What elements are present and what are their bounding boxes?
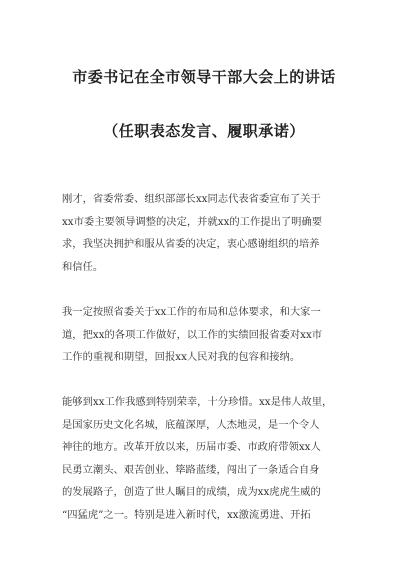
text-line: 是国家历史文化名城，底蕴深厚，人杰地灵，是一个令人 [62, 418, 320, 431]
paragraph-1 [62, 188, 354, 278]
text-line: xx市委主要领导调整的决定，并就xx的工作提出了明确要 [62, 215, 323, 228]
text-line: 神往的地方。改革开放以来，历届市委、市政府带领xx人 [62, 441, 321, 454]
text-line: 工作的重视和期望，回报xx人民对我的包容和接纳。 [62, 351, 301, 364]
document-subtitle: （任职表态发言、履职承诺） [103, 122, 305, 140]
text-line: 和信任。 [62, 260, 104, 273]
text-line: 求，我坚决拥护和服从省委的决定，衷心感谢组织的培养 [62, 238, 320, 251]
paragraph-3 [62, 391, 354, 527]
paragraph-2 [62, 301, 354, 369]
text-line: 的发展路子，创造了世人瞩目的成绩，成为xx虎虎生威的 [62, 486, 321, 499]
text-line: 我一定按照省委关于xx工作的布局和总体要求，和大家一 [62, 306, 321, 318]
text-line: “四猛虎”之一。特别是进入新时代，xx激流勇进、开拓 [62, 508, 311, 521]
document-title: 市委书记在全市领导干部大会上的讲话 [72, 68, 336, 86]
text-line: 道，把xx的各项工作做好，以工作的实绩回报省委对xx市 [62, 328, 323, 341]
text-line: 民勇立潮头、艰苦创业、筚路蓝缕，闯出了一条适合自身 [62, 463, 320, 476]
text-line: 能够到xx工作我感到特别荣幸，十分珍惜。xx是伟人故里， [62, 396, 333, 408]
text-line: 刚才，省委常委、组织部部长xx同志代表省委宣布了关于 [62, 193, 321, 205]
